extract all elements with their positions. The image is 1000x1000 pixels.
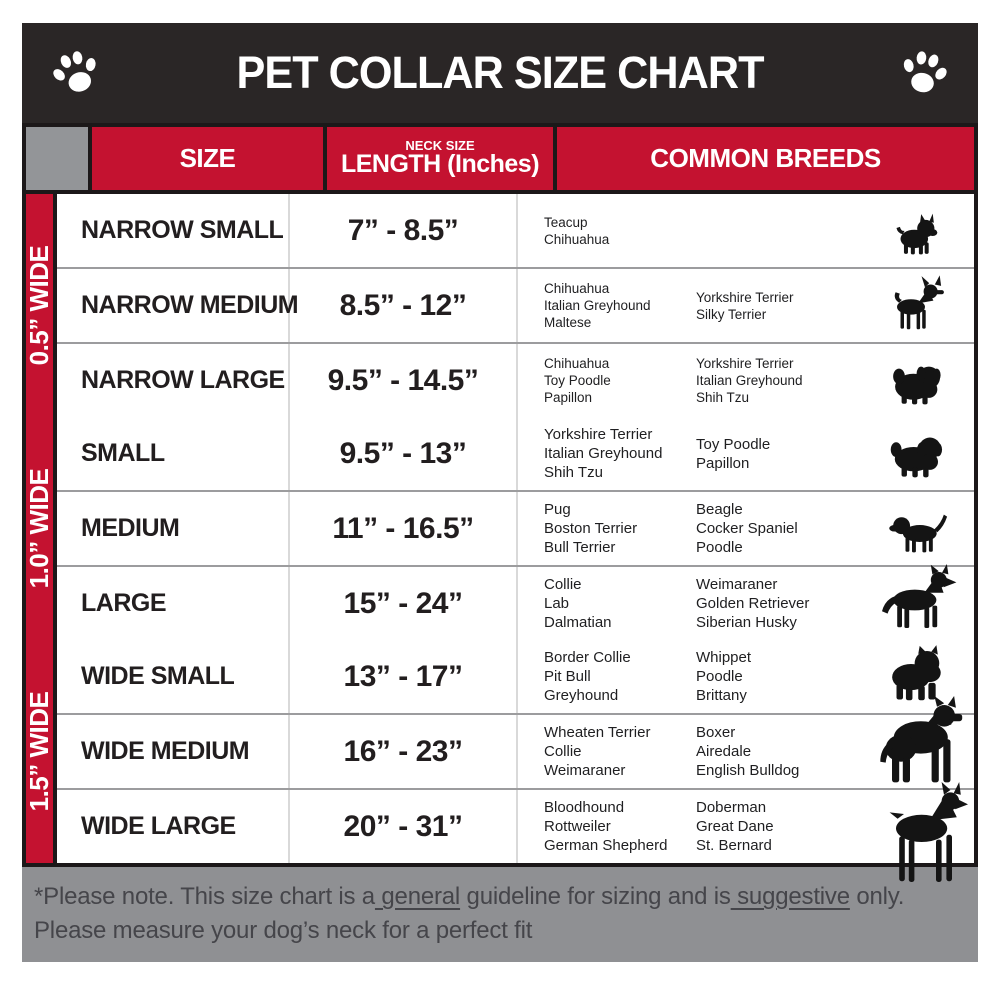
neck-size-cell: 9.5” - 13” <box>290 417 518 490</box>
table-row <box>57 565 974 640</box>
size-group <box>26 640 974 863</box>
size-cell: WIDE LARGE <box>57 790 290 863</box>
breeds-column-2: Boxer Airedale English Bulldog <box>696 724 800 779</box>
footer-line-1 <box>34 880 968 914</box>
breeds-cell <box>518 567 974 640</box>
doberman-dog-icon <box>868 794 968 859</box>
breeds-cell <box>518 417 974 490</box>
breeds-cell <box>518 194 974 267</box>
size-chart-sheet <box>22 23 978 962</box>
breeds-column-1: Wheaten Terrier Collie Weimaraner <box>544 724 651 779</box>
breeds-column-1: Chihuahua Toy Poodle Papillon <box>544 356 611 405</box>
breeds-column-2: Toy Poodle Papillon <box>696 435 771 472</box>
width-band <box>26 194 57 417</box>
footer-underlined-word: suggestive <box>730 883 850 910</box>
breeds-cell <box>518 715 974 788</box>
neck-size-cell: 20” - 31” <box>290 790 518 863</box>
size-cell: SMALL <box>57 417 290 490</box>
breeds-column-2: Weimaraner Golden Retriever Siberian Husky <box>696 576 810 631</box>
pitbull-dog-icon <box>868 719 968 784</box>
chihuahua-dog-icon <box>868 273 968 338</box>
size-cell: MEDIUM <box>57 492 290 565</box>
shihtzu-dog-icon <box>868 421 968 486</box>
size-chart-table <box>22 123 978 867</box>
col-header-common-breeds: COMMON BREEDS <box>557 127 974 190</box>
beagle-dog-icon <box>868 496 968 561</box>
size-cell: NARROW LARGE <box>57 344 290 417</box>
width-band <box>26 640 57 863</box>
breeds-column-2: Yorkshire Terrier Italian Greyhound Shih Tzu <box>696 356 803 405</box>
size-cell: WIDE MEDIUM <box>57 715 290 788</box>
width-band-label: 1.0” WIDE <box>24 468 54 589</box>
col-header-neck-main: LENGTH (Inches) <box>340 150 540 179</box>
yorkie-dog-icon <box>868 198 968 263</box>
neck-size-cell: 13” - 17” <box>290 640 518 713</box>
breeds-column-1: Yorkshire Terrier Italian Greyhound Shih Tzu <box>544 426 663 481</box>
breeds-column-2: Doberman Great Dane St. Bernard <box>696 799 774 854</box>
page-title: PET COLLAR SIZE CHART <box>236 47 764 98</box>
footer-note <box>22 867 978 962</box>
breeds-column-2: Whippet Poodle Brittany <box>696 649 752 704</box>
breeds-column-1: Bloodhound Rottweiler German Shepherd <box>544 799 668 854</box>
neck-size-cell: 7” - 8.5” <box>290 194 518 267</box>
table-header-row <box>26 127 974 190</box>
neck-size-cell: 15” - 24” <box>290 567 518 640</box>
size-cell: WIDE SMALL <box>57 640 290 713</box>
neck-size-cell: 9.5” - 14.5” <box>290 344 518 417</box>
breeds-column-1: Collie Lab Dalmatian <box>544 576 612 631</box>
neck-size-cell: 16” - 23” <box>290 715 518 788</box>
col-header-neck-sub: NECK SIZE <box>405 138 475 154</box>
table-row <box>57 267 974 342</box>
footer-text-segment: *Please note. This size chart is a <box>34 883 375 910</box>
breeds-cell <box>518 269 974 342</box>
width-band-label: 0.5” WIDE <box>24 245 54 366</box>
paw-right-icon <box>896 45 952 101</box>
table-row <box>57 640 974 713</box>
footer-line-2: Please measure your dog’s neck for a perfect fit <box>34 917 533 944</box>
breeds-column-1: Pug Boston Terrier Bull Terrier <box>544 501 638 556</box>
breeds-column-2: Yorkshire Terrier Silky Terrier <box>696 289 794 322</box>
size-group <box>26 194 974 417</box>
width-band <box>26 417 57 640</box>
breeds-column-2: Beagle Cocker Spaniel Poodle <box>696 501 798 556</box>
table-row <box>57 342 974 417</box>
table-row <box>57 713 974 788</box>
corner-cell <box>26 127 88 190</box>
breeds-column-1: Chihuahua Italian Greyhound Maltese <box>544 281 651 330</box>
breeds-column-1: Teacup Chihuahua <box>544 214 610 247</box>
breeds-cell <box>518 790 974 863</box>
footer-text-segment: guideline for sizing and is <box>460 883 731 910</box>
table-row <box>57 194 974 267</box>
table-row <box>57 788 974 863</box>
neck-size-cell: 8.5” - 12” <box>290 269 518 342</box>
title-bar <box>22 23 978 123</box>
paw-left-icon <box>48 45 104 101</box>
breeds-column-1: Border Collie Pit Bull Greyhound <box>544 649 631 704</box>
breeds-cell <box>518 492 974 565</box>
footer-underlined-word: general <box>374 883 461 910</box>
col-header-neck-size <box>327 127 553 190</box>
size-cell: NARROW MEDIUM <box>57 269 290 342</box>
neck-size-cell: 11” - 16.5” <box>290 492 518 565</box>
table-row <box>57 417 974 490</box>
width-band-label: 1.5” WIDE <box>24 691 54 812</box>
size-group <box>26 417 974 640</box>
table-row <box>57 490 974 565</box>
col-header-size: SIZE <box>92 127 323 190</box>
footer-text-segment: only. <box>849 883 905 910</box>
pekingese-dog-icon <box>868 348 968 413</box>
size-cell: NARROW SMALL <box>57 194 290 267</box>
breeds-cell <box>518 344 974 417</box>
size-cell: LARGE <box>57 567 290 640</box>
shepherd-dog-icon <box>868 571 968 636</box>
